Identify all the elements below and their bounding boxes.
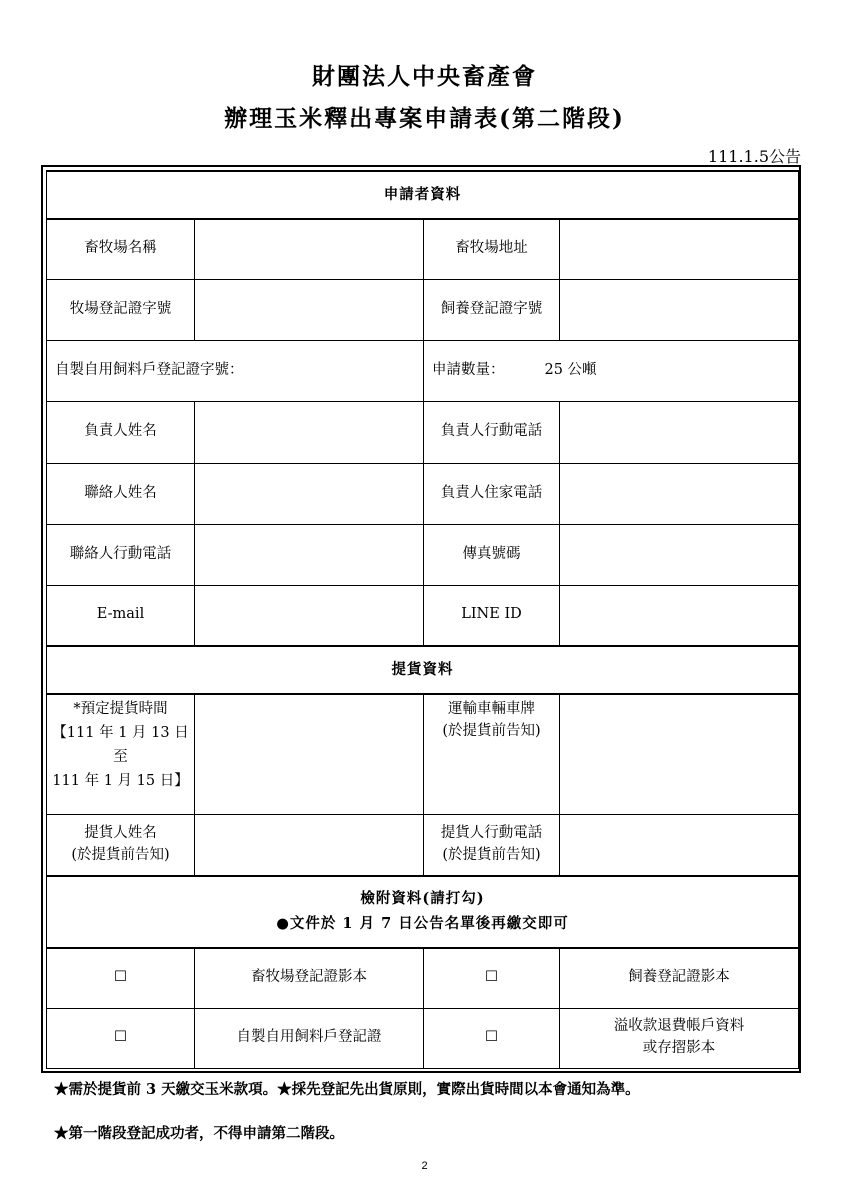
stage-note: ★第一階段登記成功者，不得申請第二階段。 — [54, 1125, 344, 1142]
attachments-notice: ●文件於 1 月 7 日公告名單後再繳交即可 — [276, 915, 569, 932]
vehicle-plate-label — [424, 694, 560, 814]
attachments-title: 檢附資料(請打勾) — [360, 890, 485, 908]
self-feed-reg-field[interactable] — [47, 340, 424, 401]
farm-reg-no-label: 牧場登記證字號 — [47, 279, 195, 340]
fax-field[interactable] — [560, 524, 799, 585]
owner-name-field[interactable] — [195, 401, 424, 463]
self-feed-reg-label: 自製自用飼料戶登記證字號： — [55, 361, 244, 378]
owner-name-label: 負責人姓名 — [47, 401, 195, 463]
quantity-value: 25 公噸 — [544, 361, 597, 378]
pickup-section-title: 提貨資料 — [47, 646, 799, 694]
checkbox-self-feed-reg[interactable]: ☐ — [47, 1008, 195, 1068]
vehicle-plate-field[interactable] — [560, 694, 799, 814]
feed-reg-no-label: 飼養登記證字號 — [424, 279, 560, 340]
checkbox-feed-reg-copy[interactable]: ☐ — [424, 948, 560, 1008]
owner-mobile-field[interactable] — [560, 401, 799, 463]
farm-address-field[interactable] — [560, 219, 799, 279]
form-table — [46, 170, 799, 1069]
picker-name-note: (於提貨前告知) — [71, 846, 170, 863]
application-form — [41, 165, 801, 1073]
scheduled-time-line-1: *預定提貨時間 — [73, 701, 168, 717]
page-number: 2 — [421, 1160, 428, 1172]
contact-name-label: 聯絡人姓名 — [47, 463, 195, 524]
farm-address-label: 畜牧場地址 — [424, 219, 560, 279]
scheduled-time-label — [47, 694, 195, 814]
scheduled-time-field[interactable] — [195, 694, 424, 814]
scheduled-time-line-2: 【111 年 1 月 13 日 — [52, 724, 189, 741]
form-title: 辦理玉米釋出專案申請表(第二階段) — [224, 105, 625, 132]
attachment-farm-reg-copy: 畜牧場登記證影本 — [195, 948, 424, 1008]
picker-name-field[interactable] — [195, 814, 424, 876]
scheduled-time-line-3: 至 — [113, 748, 128, 765]
feed-reg-no-field[interactable] — [560, 279, 799, 340]
line-id-field[interactable] — [560, 585, 799, 646]
attachments-header — [47, 876, 799, 948]
line-id-label: LINE ID — [424, 585, 560, 646]
contact-name-field[interactable] — [195, 463, 424, 524]
attachment-self-feed-reg: 自製自用飼料戶登記證 — [195, 1008, 424, 1068]
quantity-label: 申請數量： — [432, 361, 505, 378]
checkbox-refund-account[interactable]: ☐ — [424, 1008, 560, 1068]
attachment-feed-reg-copy: 飼養登記證影本 — [560, 948, 799, 1008]
fax-label: 傳真號碼 — [424, 524, 560, 585]
farm-name-field[interactable] — [195, 219, 424, 279]
farm-reg-no-field[interactable] — [195, 279, 424, 340]
picker-mobile-label — [424, 814, 560, 876]
org-title: 財團法人中央畜產會 — [312, 63, 537, 90]
contact-mobile-field[interactable] — [195, 524, 424, 585]
owner-home-phone-label: 負責人住家電話 — [424, 463, 560, 524]
quantity-field[interactable] — [424, 340, 799, 401]
announcement-date: 111.1.5公告 — [707, 147, 801, 166]
checkbox-farm-reg-copy[interactable]: ☐ — [47, 948, 195, 1008]
contact-mobile-label: 聯絡人行動電話 — [47, 524, 195, 585]
email-label: E-mail — [47, 585, 195, 646]
scheduled-time-line-4: 111 年 1 月 15 日】 — [52, 772, 189, 789]
vehicle-plate-text: 運輸車輛車牌 — [448, 701, 535, 717]
owner-home-phone-field[interactable] — [560, 463, 799, 524]
picker-mobile-note: (於提貨前告知) — [442, 846, 541, 863]
email-field[interactable] — [195, 585, 424, 646]
farm-name-label: 畜牧場名稱 — [47, 219, 195, 279]
refund-account-line-2: 或存摺影本 — [642, 1040, 716, 1056]
payment-note: ★需於提貨前 3 天繳交玉米款項。★採先登記先出貨原則，實際出貨時間以本會通知為準。 — [54, 1081, 640, 1098]
picker-mobile-text: 提貨人行動電話 — [440, 825, 543, 841]
picker-name-text: 提貨人姓名 — [84, 825, 157, 841]
vehicle-plate-note: (於提貨前告知) — [442, 722, 541, 739]
picker-name-label — [47, 814, 195, 876]
owner-mobile-label: 負責人行動電話 — [424, 401, 560, 463]
applicant-section-title: 申請者資料 — [47, 171, 799, 219]
attachment-refund-account — [560, 1008, 799, 1068]
refund-account-line-1: 溢收款退費帳戶資料 — [613, 1018, 745, 1035]
picker-mobile-field[interactable] — [560, 814, 799, 876]
